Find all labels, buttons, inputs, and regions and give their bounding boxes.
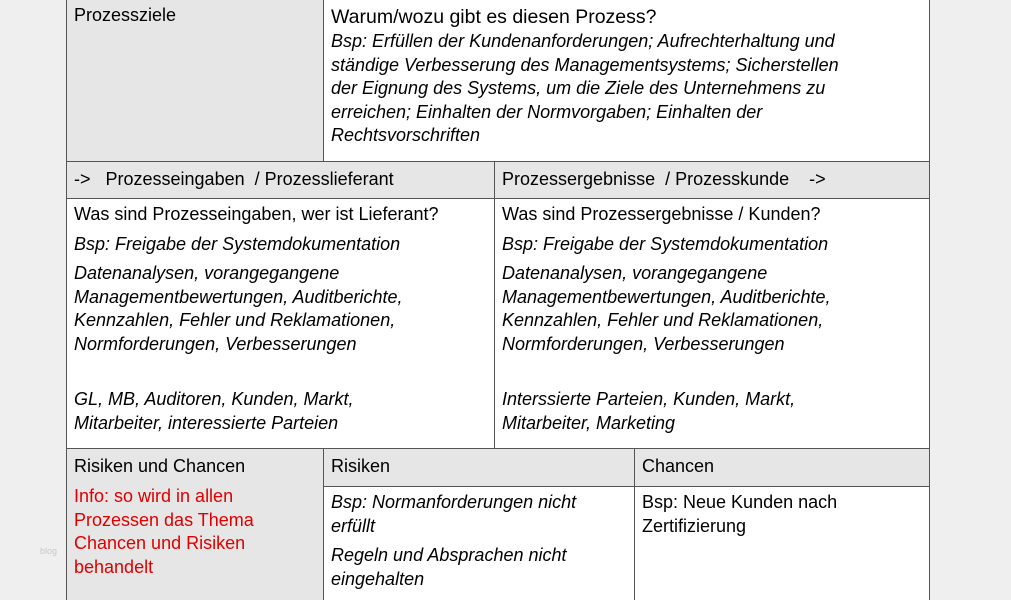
process-goals-question: Warum/wozu gibt es diesen Prozess?: [331, 6, 657, 28]
process-sheet: [66, 0, 930, 600]
info-line: Prozessen das Thema: [74, 509, 254, 530]
risks-chances-label: Risiken und Chancen: [74, 456, 246, 476]
inputs-line: Datenanalysen, vorangegangene: [74, 263, 340, 283]
risks-line: Bsp: Normanforderungen nicht: [331, 492, 577, 512]
info-line: Info: so wird in allen: [74, 486, 234, 506]
outputs-question: Was sind Prozessergebnisse / Kunden?: [502, 204, 821, 224]
chances-line: Bsp: Neue Kunden nach: [642, 492, 838, 512]
goals-example-line: Bsp: Erfüllen der Kundenanforderungen; Aufrechterhaltung und: [331, 31, 835, 51]
inputs-line: Kennzahlen, Fehler und Reklamationen,: [74, 310, 396, 330]
chances-line: Zertifizierung: [642, 515, 747, 536]
suppliers-line: Mitarbeiter, interessierte Parteien: [74, 412, 339, 433]
info-line: behandelt: [74, 556, 154, 577]
risks-content-cell: [324, 487, 635, 600]
goals-example-line: ständige Verbesserung des Managementsystems; Sicherstellen: [331, 54, 839, 75]
customers-line: Interssierte Parteien, Kunden, Markt,: [502, 389, 796, 409]
outputs-line: Datenanalysen, vorangegangene: [502, 263, 768, 283]
goals-example-line: der Eignung des Systems, um die Ziele des Unternehmens zu: [331, 78, 826, 98]
watermark-text: blog: [40, 546, 58, 556]
risks-line: Regeln und Absprachen nicht: [331, 545, 567, 565]
inputs-line: Managementbewertungen, Auditberichte,: [74, 286, 403, 307]
inputs-content-cell: [66, 199, 495, 449]
info-line: Chancen und Risiken: [74, 533, 246, 553]
inputs-supplier-header: [66, 162, 495, 199]
outputs-example: Bsp: Freigabe der Systemdokumentation: [502, 233, 829, 254]
chances-header-text: Chancen: [642, 456, 715, 476]
outputs-customer-header: [495, 162, 930, 199]
risks-header: [324, 449, 635, 487]
inputs-line: Normforderungen, Verbesserungen: [74, 333, 357, 354]
outputs-line: Kennzahlen, Fehler und Reklamationen,: [502, 310, 824, 330]
inputs-supplier-header-text: -> Prozesseingaben / Prozesslieferant: [74, 169, 394, 189]
risks-line: eingehalten: [331, 568, 425, 589]
suppliers-line: GL, MB, Auditoren, Kunden, Markt,: [74, 389, 354, 409]
chances-header: [635, 449, 930, 487]
chances-content-cell: [635, 487, 930, 600]
risks-chances-label-cell: [66, 449, 324, 600]
process-goals-label-cell: [66, 0, 324, 162]
risks-header-text: Risiken: [331, 456, 391, 476]
outputs-line: Managementbewertungen, Auditberichte,: [502, 286, 831, 307]
inputs-question: Was sind Prozesseingaben, wer ist Lieferant?: [74, 204, 439, 224]
process-goals-content-cell: [324, 0, 930, 162]
goals-example-line: erreichen; Einhalten der Normvorgaben; Einhalten der: [331, 101, 763, 122]
customers-line: Mitarbeiter, Marketing: [502, 412, 676, 433]
inputs-example: Bsp: Freigabe der Systemdokumentation: [74, 233, 401, 254]
outputs-customer-header-text: Prozessergebnisse / Prozesskunde ->: [502, 169, 826, 189]
goals-example-line: Rechtsvorschriften: [331, 125, 481, 145]
process-goals-label: Prozessziele: [74, 5, 177, 25]
outputs-line: Normforderungen, Verbesserungen: [502, 333, 785, 354]
outputs-content-cell: [495, 199, 930, 449]
risks-line: erfüllt: [331, 515, 376, 536]
